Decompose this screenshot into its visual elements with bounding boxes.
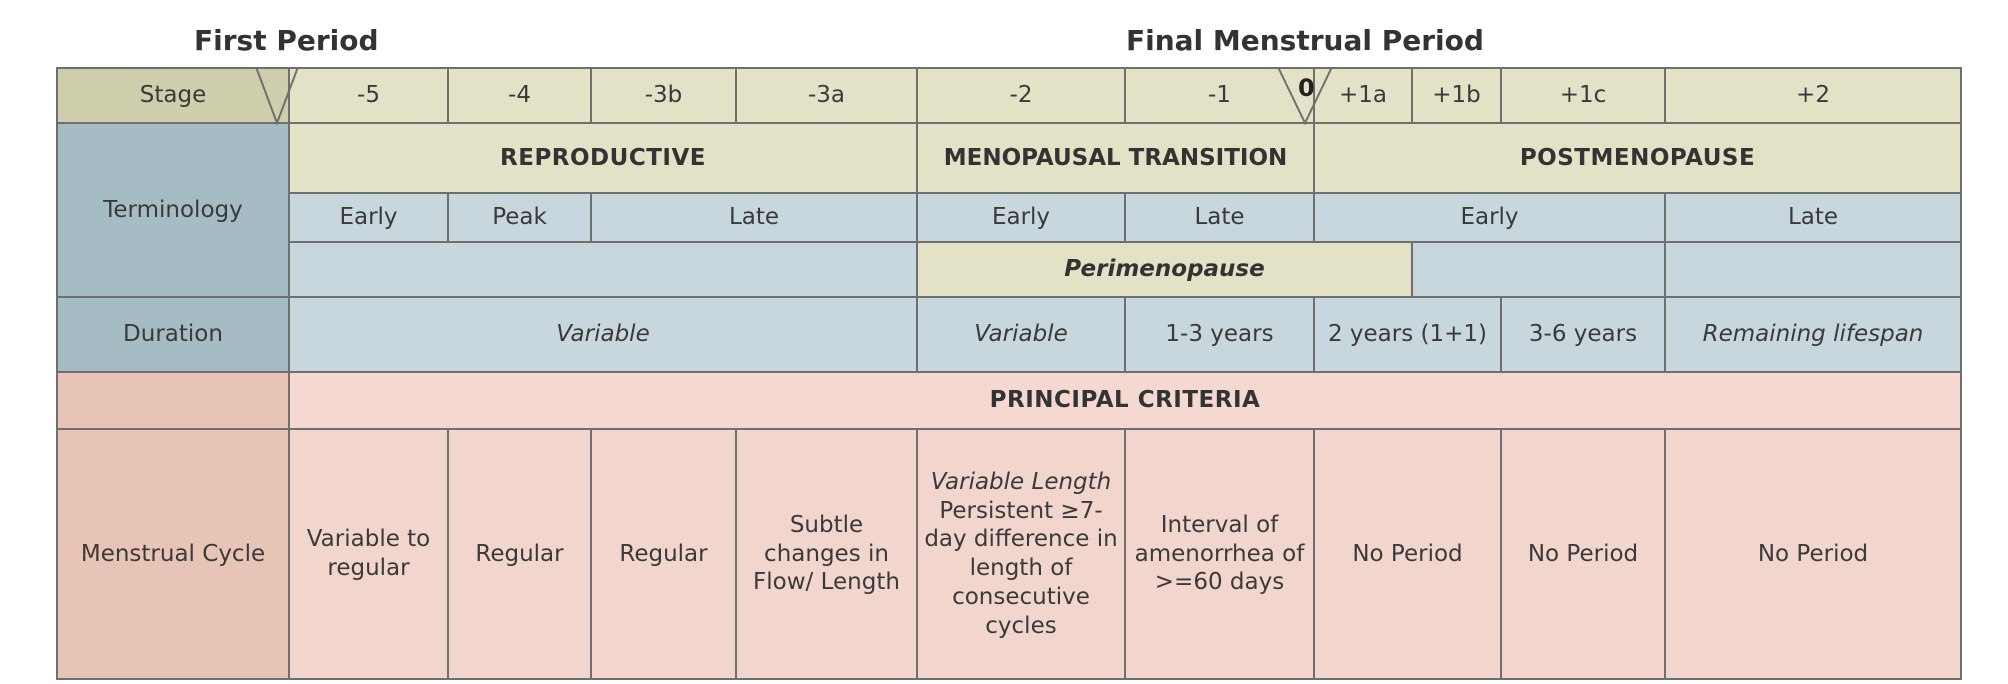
- stage-row: [57, 68, 1961, 123]
- cycle-cell: Interval of amenorrhea of >=60 days: [1125, 429, 1314, 679]
- cycle-cell: Variable to regular: [289, 429, 448, 679]
- duration-row: [57, 297, 1961, 372]
- blank-cell: [57, 372, 289, 429]
- stage-cell: -3a: [736, 68, 917, 123]
- first-period-v-marker: [254, 67, 300, 125]
- staging-table: [56, 67, 1962, 680]
- duration-plus-1c: 3-6 years: [1501, 297, 1665, 372]
- cycle-cell: Regular: [591, 429, 736, 679]
- stage-cell: -4: [448, 68, 591, 123]
- cycle-cell: No Period: [1501, 429, 1665, 679]
- terminology-label: Terminology: [57, 123, 289, 297]
- duration-early-transition: Variable: [917, 297, 1125, 372]
- terminology-subphase-row: [57, 193, 1961, 242]
- variable-length-text: Variable Length: [930, 468, 1112, 495]
- first-period-header: First Period: [194, 24, 379, 57]
- subphase-early: Early: [289, 193, 448, 242]
- cycle-cell: Subtle changes in Flow/ Length: [736, 429, 917, 679]
- final-menstrual-period-header: Final Menstrual Period: [1126, 24, 1484, 57]
- cycle-cell: No Period: [1314, 429, 1501, 679]
- blank-cell: [289, 242, 917, 297]
- persistent-difference-text: Persistent ≥7- day difference in length of consecutive cycles: [924, 497, 1118, 639]
- duration-early-postmenopause: 2 years (1+1): [1314, 297, 1501, 372]
- stage-cell: +1a: [1314, 68, 1412, 123]
- principal-criteria-row: [57, 372, 1961, 429]
- duration-late-transition: 1-3 years: [1125, 297, 1314, 372]
- duration-reproductive: Variable: [289, 297, 917, 372]
- cycle-cell-early-transition: [917, 429, 1125, 679]
- perimenopause-band: Perimenopause: [917, 242, 1412, 297]
- perimenopause-row: [57, 242, 1961, 297]
- principal-criteria-heading: PRINCIPAL CRITERIA: [289, 372, 1961, 429]
- phase-reproductive: REPRODUCTIVE: [289, 123, 917, 193]
- cycle-cell: Regular: [448, 429, 591, 679]
- stage-cell: +1b: [1412, 68, 1501, 123]
- stage-cell: -1: [1125, 68, 1314, 123]
- stage-cell: +1c: [1501, 68, 1665, 123]
- menstrual-cycle-row: [57, 429, 1961, 679]
- duration-late-postmenopause: Remaining lifespan: [1665, 297, 1961, 372]
- stage-cell: -5: [289, 68, 448, 123]
- menstrual-cycle-label: Menstrual Cycle: [57, 429, 289, 679]
- duration-label: Duration: [57, 297, 289, 372]
- subphase-peak: Peak: [448, 193, 591, 242]
- phase-menopausal-transition: MENOPAUSAL TRANSITION: [917, 123, 1314, 193]
- subphase-early: Early: [1314, 193, 1665, 242]
- phase-postmenopause: POSTMENOPAUSE: [1314, 123, 1961, 193]
- subphase-early: Early: [917, 193, 1125, 242]
- subphase-late: Late: [591, 193, 917, 242]
- cycle-cell: No Period: [1665, 429, 1961, 679]
- subphase-late: Late: [1665, 193, 1961, 242]
- stage-cell: -3b: [591, 68, 736, 123]
- blank-cell: [1665, 242, 1961, 297]
- stage-cell: +2: [1665, 68, 1961, 123]
- subphase-late: Late: [1125, 193, 1314, 242]
- stage-label: Stage: [57, 68, 289, 123]
- terminology-phase-row: [57, 123, 1961, 193]
- stage-cell: -2: [917, 68, 1125, 123]
- zero-marker: 0: [1298, 74, 1315, 102]
- blank-cell: [1412, 242, 1665, 297]
